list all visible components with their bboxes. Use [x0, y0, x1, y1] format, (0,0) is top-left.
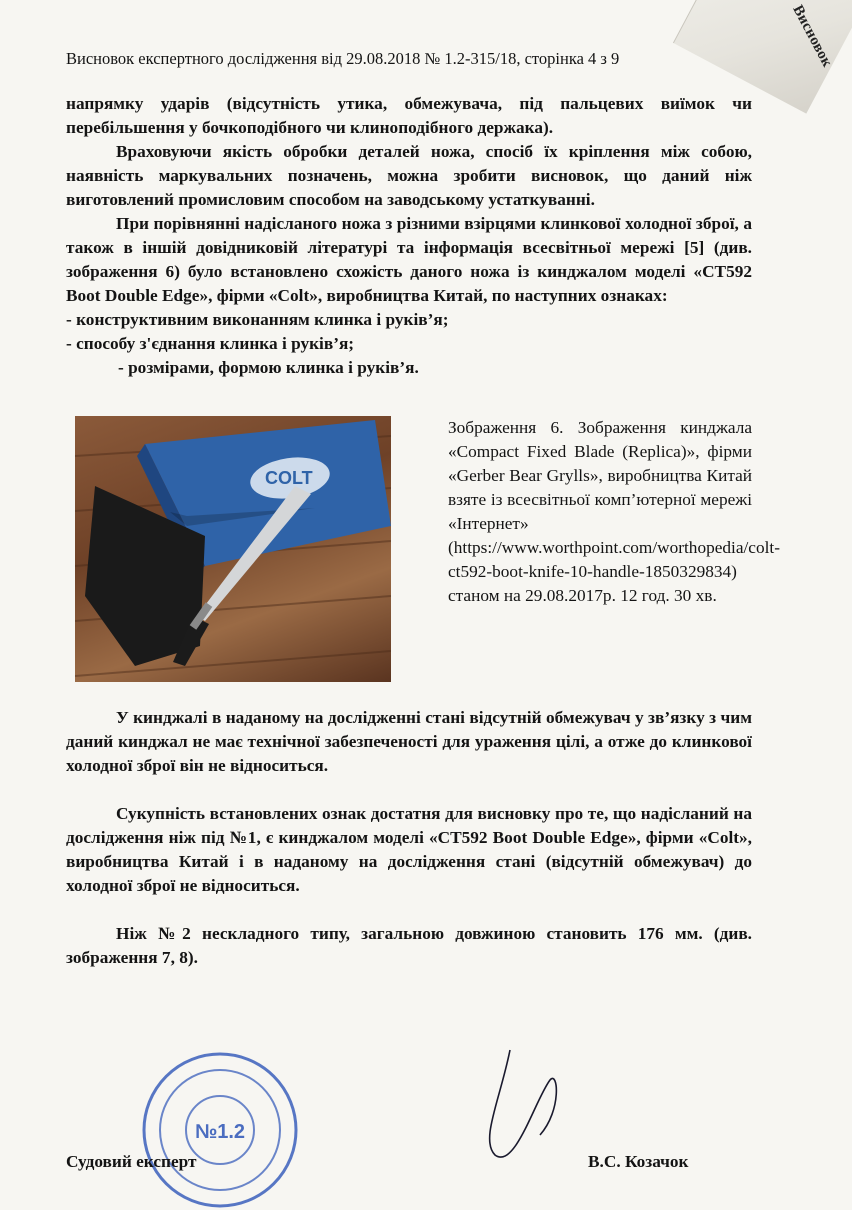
- box-brand-label: COLT: [265, 468, 313, 488]
- page-header: Висновок експертного дослідження від 29.08.2018 № 1.2-315/18, сторінка 4 з 9: [66, 49, 620, 68]
- signature-name: В.С. Козачок: [588, 1152, 689, 1171]
- figure-caption: [448, 416, 780, 608]
- list-item-1: - конструктивним виконанням клинка і руків’я;: [66, 310, 449, 329]
- corner-fold-text: Висновок: [789, 2, 836, 70]
- caption-url: (https://www.worthpoint.com/worthopedia/colt-ct592-boot-knife-10-handle-1850329834): [448, 538, 780, 581]
- list-item-2: - способу з'єднання клинка і руків’я;: [66, 334, 355, 353]
- paragraph-4: У кинджалі в наданому на дослідженні стані відсутній обмежувач у зв’язку з чим даний кинджал не має технічної забезпеченості для ураження цілі, а отже до клинкової холодної зброї він не відноситься.: [66, 708, 752, 775]
- official-seal: [140, 1050, 300, 1210]
- body-text-bottom: [66, 706, 752, 970]
- paragraph-1: напрямку ударів (відсутність утика, обмежувача, під пальцевих виїмок чи перебільшення у бочкоподібного чи клиноподібного держака).: [66, 94, 752, 137]
- seal-number: №1.2: [194, 1121, 246, 1143]
- paragraph-6: Ніж №2 нескладного типу, загальною довжиною становить 176 мм. (див. зображення 7, 8).: [66, 924, 752, 967]
- paragraph-3: При порівнянні надісланого ножа з різними взірцями клинкової холодної зброї, а також в іншій довідниковій літературі та інформація всесвітньої мережі [5] (див. зображення 6) було встановлено схожість даного ножа із кинджалом моделі «CT592 Boot Double Edge», фірми «Colt», виробництва Китай, по наступних ознаках:: [66, 214, 752, 305]
- caption-tail: станом на 29.08.2017р. 12 год. 30 хв.: [448, 586, 717, 605]
- signature-role: Судовий експерт: [66, 1152, 197, 1171]
- body-text-top: [66, 92, 752, 380]
- knife-photo: [75, 416, 391, 682]
- knife-photo-illustration: [75, 416, 391, 682]
- caption-main: Зображення 6. Зображення кинджала «Compact Fixed Blade (Replica)», фірми «Gerber Bear Grylls», виробництва Китай взяте із всесвітньої комп’ютерної мережі «Інтернет»: [448, 418, 752, 533]
- paragraph-2: Враховуючи якість обробки деталей ножа, спосіб їх кріплення між собою, наявність маркувальних позначень, можна зробити висновок, що даний ніж виготовлений промисловим способом на заводському устаткуванні.: [66, 142, 752, 209]
- paragraph-5: Сукупність встановлених ознак достатня для висновку про те, що надісланий на дослідження ніж під №1, є кинджалом моделі «CT592 Boot Double Edge», фірми «Colt», виробництва Китай і в наданому на дослідження стані (відсутній обмежувач) до холодної зброї не відноситься.: [66, 804, 752, 895]
- handwritten-signature: [440, 1040, 600, 1160]
- list-item-3: - розмірами, формою клинка і руків’я.: [118, 358, 419, 377]
